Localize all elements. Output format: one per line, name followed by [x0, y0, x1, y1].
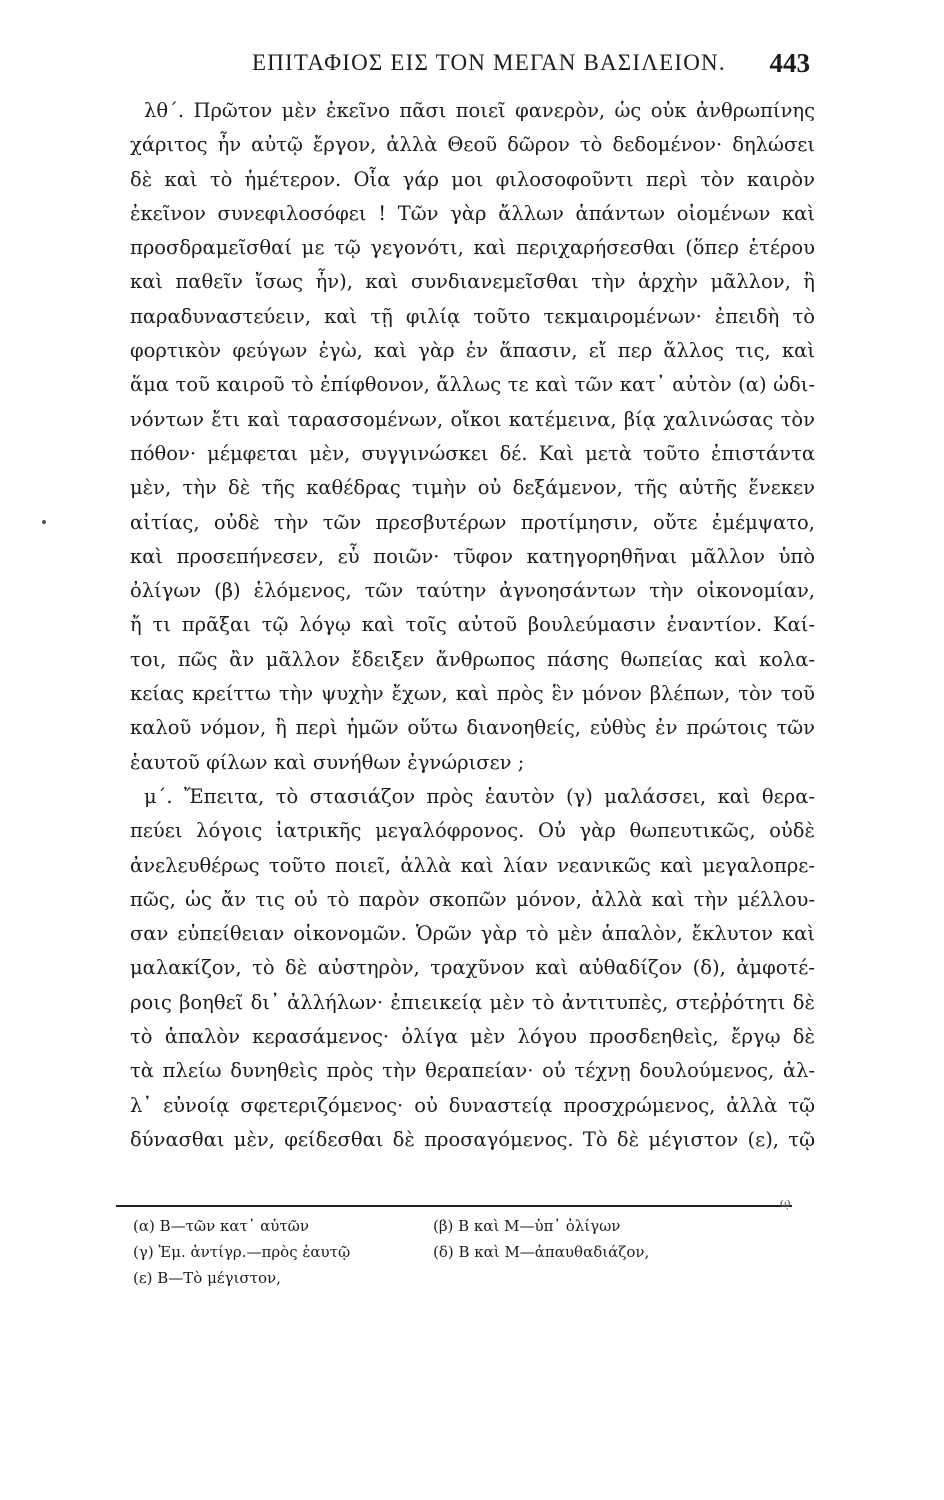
catchword-mark: ω̣	[780, 1196, 791, 1211]
text-line: δύνασθαι μὲν, φείδεσθαι δὲ προσαγόμενος. Τὸ δὲ μέγιστον (ε), τῷ	[130, 1127, 815, 1151]
footnote-rule	[116, 1205, 792, 1207]
text-line: καλοῦ νόμον, ἢ περὶ ἡμῶν οὕτω διανοηθείς, εὐθὺς ἐν πρώτοις τῶν	[130, 716, 815, 740]
text-line: ἤ τι πρᾶξαι τῷ λόγῳ καὶ τοῖς αὐτοῦ βουλεύμασιν ἐναντίον. Καί-	[130, 613, 815, 637]
text-line: φορτικὸν φεύγων ἐγὼ, καὶ γὰρ ἐν ἅπασιν, εἴ περ ἄλλος τις, καὶ	[130, 339, 815, 363]
footnote: (δ) Β καὶ Μ—ἀπαυθαδιάζον,	[433, 1243, 650, 1261]
footnote-row	[133, 1213, 773, 1239]
text-line: σαν εὐπείθειαν οἰκονομῶν. Ὁρῶν γὰρ τὸ μὲν ἁπαλὸν, ἔκλυτον καὶ	[130, 922, 815, 946]
page-number: 443	[769, 48, 810, 78]
text-line: προσδραμεῖσθαί με τῷ γεγονότι, καὶ περιχαρήσεσθαι (ὅπερ ἑτέρου	[130, 236, 815, 260]
text-line: ροις βοηθεῖ δι᾽ ἀλλήλων· ἐπιεικείᾳ μὲν τὸ ἀντιτυπὲς, στεῤῥότητι δὲ	[130, 990, 815, 1014]
text-line: καὶ παθεῖν ἴσως ἦν), καὶ συνδιανεμεῖσθαι τὴν ἀρχὴν μᾶλλον, ἢ	[130, 270, 815, 294]
footnote-row	[133, 1239, 773, 1265]
footnote: (α) Β—τῶν κατ᾽ αὐτῶν	[133, 1217, 310, 1235]
text-line: λθ΄. Πρῶτον μὲν ἐκεῖνο πᾶσι ποιεῖ φανερὸν, ὡς οὐκ ἀνθρωπίνης	[144, 99, 815, 122]
running-head: ΕΠΙΤΑΦΙΟΣ ΕΙΣ ΤΟΝ ΜΕΓΑΝ ΒΑΣΙΛΕΙΟΝ.	[252, 50, 726, 75]
text-line: ἑαυτοῦ φίλων καὶ συνήθων ἐγνώρισεν ;	[130, 750, 525, 774]
text-line: ἅμα τοῦ καιροῦ τὸ ἐπίφθονον, ἄλλως τε καὶ τῶν κατ᾽ αὐτὸν (α) ὠδι-	[130, 373, 815, 397]
body-text	[130, 94, 815, 1157]
footnote-row	[133, 1265, 773, 1291]
text-line: μ΄. Ἔπειτα, τὸ στασιάζον πρὸς ἑαυτὸν (γ) μαλάσσει, καὶ θερα-	[144, 784, 815, 808]
text-line: ἐκεῖνον συνεφιλοσόφει ! Τῶν γὰρ ἄλλων ἁπάντων οἰομένων καὶ	[130, 201, 815, 225]
text-line: πόθον· μέμφεται μὲν, συγγινώσκει δέ. Καὶ μετὰ τοῦτο ἐπιστάντα	[130, 441, 815, 465]
footnote: (β) Β καὶ Μ—ὑπ᾽ ὀλίγων	[433, 1217, 621, 1235]
text-line: καὶ προσεπήνεσεν, εὖ ποιῶν· τῦφον κατηγορηθῆναι μᾶλλον ὑπὸ	[130, 544, 815, 568]
footnotes	[133, 1213, 773, 1291]
text-line: τοι, πῶς ἂν μᾶλλον ἔδειξεν ἄνθρωπος πάσης θωπείας καὶ κολα-	[130, 647, 815, 671]
text-line: δὲ καὶ τὸ ἡμέτερον. Οἷα γάρ μοι φιλοσοφοῦντι περὶ τὸν καιρὸν	[130, 167, 815, 191]
text-line: παραδυναστεύειν, καὶ τῇ φιλίᾳ τοῦτο τεκμαιρομένων· ἐπειδὴ τὸ	[130, 304, 815, 328]
text-line: λ᾽ εὐνοίᾳ σφετεριζόμενος· οὐ δυναστείᾳ προσχρώμενος, ἀλλὰ τῷ	[130, 1093, 815, 1117]
text-line: χάριτος ἦν αὐτῷ ἔργον, ἀλλὰ Θεοῦ δῶρον τὸ δεδομένον· δηλώσει	[130, 133, 815, 157]
text-line: τὸ ἁπαλὸν κερασάμενος· ὀλίγα μὲν λόγου προσδεηθεὶς, ἔργῳ δὲ	[130, 1025, 815, 1049]
text-line: μαλακίζον, τὸ δὲ αὐστηρὸν, τραχῦνον καὶ αὐθαδίζον (δ), ἀμφοτέ-	[130, 956, 815, 980]
text-line: ἀνελευθέρως τοῦτο ποιεῖ, ἀλλὰ καὶ λίαν νεανικῶς καὶ μεγαλοπρε-	[130, 853, 815, 877]
ink-speck	[42, 520, 46, 524]
page-header	[130, 48, 820, 88]
text-line: αἰτίας, οὐδὲ τὴν τῶν πρεσβυτέρων προτίμησιν, οὔτε ἐμέμψατο,	[130, 510, 815, 534]
text-line: τὰ πλείω δυνηθεὶς πρὸς τὴν θεραπείαν· οὐ τέχνῃ δουλούμενος, ἀλ-	[130, 1059, 815, 1083]
text-line: κείας κρείττω τὴν ψυχὴν ἔχων, καὶ πρὸς ἓν μόνον βλέπων, τὸν τοῦ	[130, 682, 815, 706]
footnote: (ε) Β—Τὸ μέγιστον,	[133, 1269, 281, 1287]
footnote: (γ) Ἐμ. ἀντίγρ.—πρὸς ἑαυτῷ	[133, 1243, 351, 1261]
text-line: πεύει λόγοις ἰατρικῆς μεγαλόφρονος. Οὐ γὰρ θωπευτικῶς, οὐδὲ	[130, 819, 815, 843]
text-line: νόντων ἔτι καὶ ταρασσομένων, οἴκοι κατέμεινα, βίᾳ χαλινώσας τὸν	[130, 407, 815, 431]
text-line: ὀλίγων (β) ἑλόμενος, τῶν ταύτην ἀγνοησάντων τὴν οἰκονομίαν,	[130, 579, 815, 603]
text-line: πῶς, ὡς ἄν τις οὐ τὸ παρὸν σκοπῶν μόνον, ἀλλὰ καὶ τὴν μέλλου-	[130, 887, 815, 911]
text-line: μὲν, τὴν δὲ τῆς καθέδρας τιμὴν οὐ δεξάμενον, τῆς αὐτῆς ἕνεκεν	[130, 476, 815, 500]
